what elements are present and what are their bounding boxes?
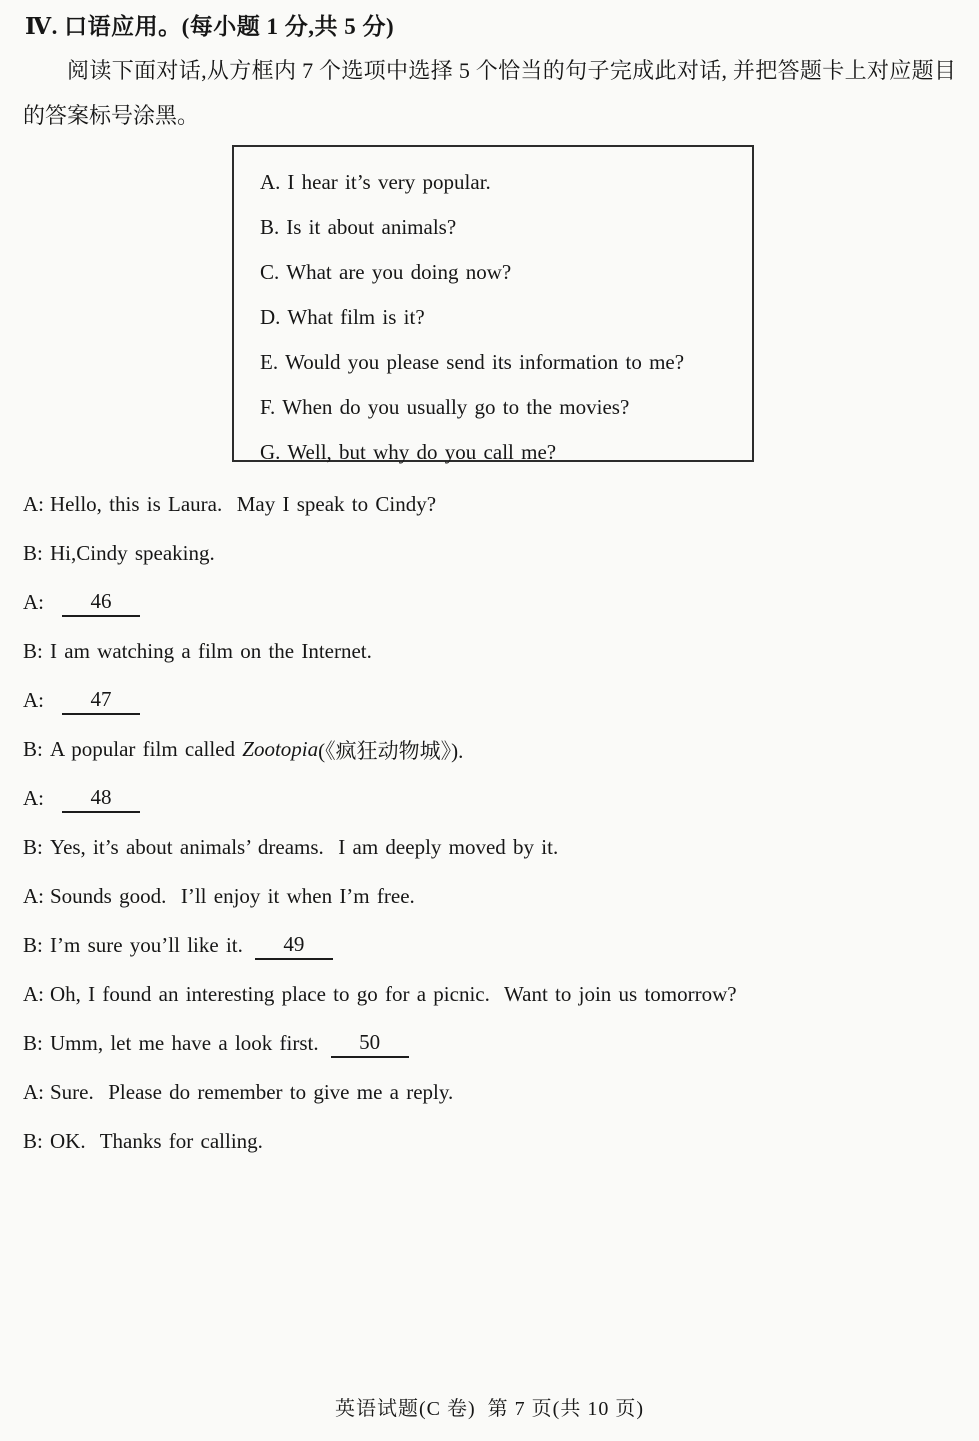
line-text: Sure. Please do remember to give me a reply. <box>50 1080 454 1104</box>
option-text: Would you please send its information to me? <box>285 350 685 374</box>
answer-blank-50: 50 <box>331 1029 409 1058</box>
dialogue-line-blank-50 <box>23 1019 968 1068</box>
dialogue-line-blank-47 <box>23 676 968 725</box>
line-text: OK. Thanks for calling. <box>50 1129 263 1153</box>
option-item-b <box>260 205 744 250</box>
dialogue-line <box>23 1117 968 1166</box>
speaker-label: B: <box>23 639 43 663</box>
dialogue-line <box>23 970 968 1019</box>
option-label: B. <box>260 215 280 239</box>
answer-blank-46: 46 <box>62 588 140 617</box>
option-item-f <box>260 385 744 430</box>
option-label: A. <box>260 170 281 194</box>
section-title: Ⅳ. 口语应用。(每小题 1 分,共 5 分) <box>25 14 395 39</box>
speaker-label: B: <box>23 1129 43 1153</box>
option-label: C. <box>260 260 280 284</box>
speaker-label: A: <box>23 1080 44 1104</box>
dialogue-line <box>23 480 968 529</box>
option-label: G. <box>260 440 281 464</box>
speaker-label: B: <box>23 541 43 565</box>
option-item-e <box>260 340 744 385</box>
instructions-paragraph: 阅读下面对话,从方框内 7 个选项中选择 5 个恰当的句子完成此对话, 并把答题卡上对应题目的答案标号涂黑。 <box>23 58 956 128</box>
speaker-label: A: <box>23 688 44 712</box>
line-text: Sounds good. I’ll enjoy it when I’m free. <box>50 884 415 908</box>
dialogue-line-blank-49 <box>23 921 968 970</box>
answer-blank-48: 48 <box>62 784 140 813</box>
speaker-label: A: <box>23 786 44 810</box>
option-label: E. <box>260 350 279 374</box>
dialogue-line-blank-48 <box>23 774 968 823</box>
line-text: Oh, I found an interesting place to go for a picnic. Want to join us tomorrow? <box>50 982 737 1006</box>
option-item-c <box>260 250 744 295</box>
speaker-label: B: <box>23 835 43 859</box>
dialogue <box>23 480 968 1166</box>
dialogue-line <box>23 823 968 872</box>
answer-blank-47: 47 <box>62 686 140 715</box>
speaker-label: A: <box>23 884 44 908</box>
option-label: F. <box>260 395 276 419</box>
dialogue-line <box>23 725 968 774</box>
answer-blank-49: 49 <box>255 931 333 960</box>
dialogue-line-blank-46 <box>23 578 968 627</box>
dialogue-line <box>23 627 968 676</box>
line-text: Hello, this is Laura. May I speak to Cindy? <box>50 492 437 516</box>
option-label: D. <box>260 305 281 329</box>
option-item-a <box>260 160 744 205</box>
option-text: What film is it? <box>287 305 425 329</box>
speaker-label: A: <box>23 492 44 516</box>
option-text: Is it about animals? <box>286 215 457 239</box>
line-text: Umm, let me have a look first. <box>50 1031 319 1055</box>
page-footer: 英语试题(C 卷) 第 7 页(共 10 页) <box>335 1398 644 1420</box>
speaker-label: B: <box>23 933 43 957</box>
speaker-label: A: <box>23 982 44 1006</box>
option-text: Well, but why do you call me? <box>287 440 557 464</box>
options-box <box>232 145 754 462</box>
speaker-label: A: <box>23 590 44 614</box>
film-title-italic: Zootopia <box>242 737 319 761</box>
line-text: Yes, it’s about animals’ dreams. I am deeply moved by it. <box>50 835 559 859</box>
option-text: When do you usually go to the movies? <box>282 395 630 419</box>
dialogue-line <box>23 1068 968 1117</box>
line-text: I am watching a film on the Internet. <box>50 639 372 663</box>
option-item-d <box>260 295 744 340</box>
line-text: A popular film called <box>50 737 243 761</box>
speaker-label: B: <box>23 1031 43 1055</box>
line-text: (《疯狂动物城》). <box>318 738 464 763</box>
option-text: I hear it’s very popular. <box>287 170 491 194</box>
dialogue-line <box>23 529 968 578</box>
option-item-g <box>260 430 744 475</box>
line-text: Hi,Cindy speaking. <box>50 541 215 565</box>
speaker-label: B: <box>23 737 43 761</box>
option-text: What are you doing now? <box>286 260 512 284</box>
line-text: I’m sure you’ll like it. <box>50 933 243 957</box>
dialogue-line <box>23 872 968 921</box>
